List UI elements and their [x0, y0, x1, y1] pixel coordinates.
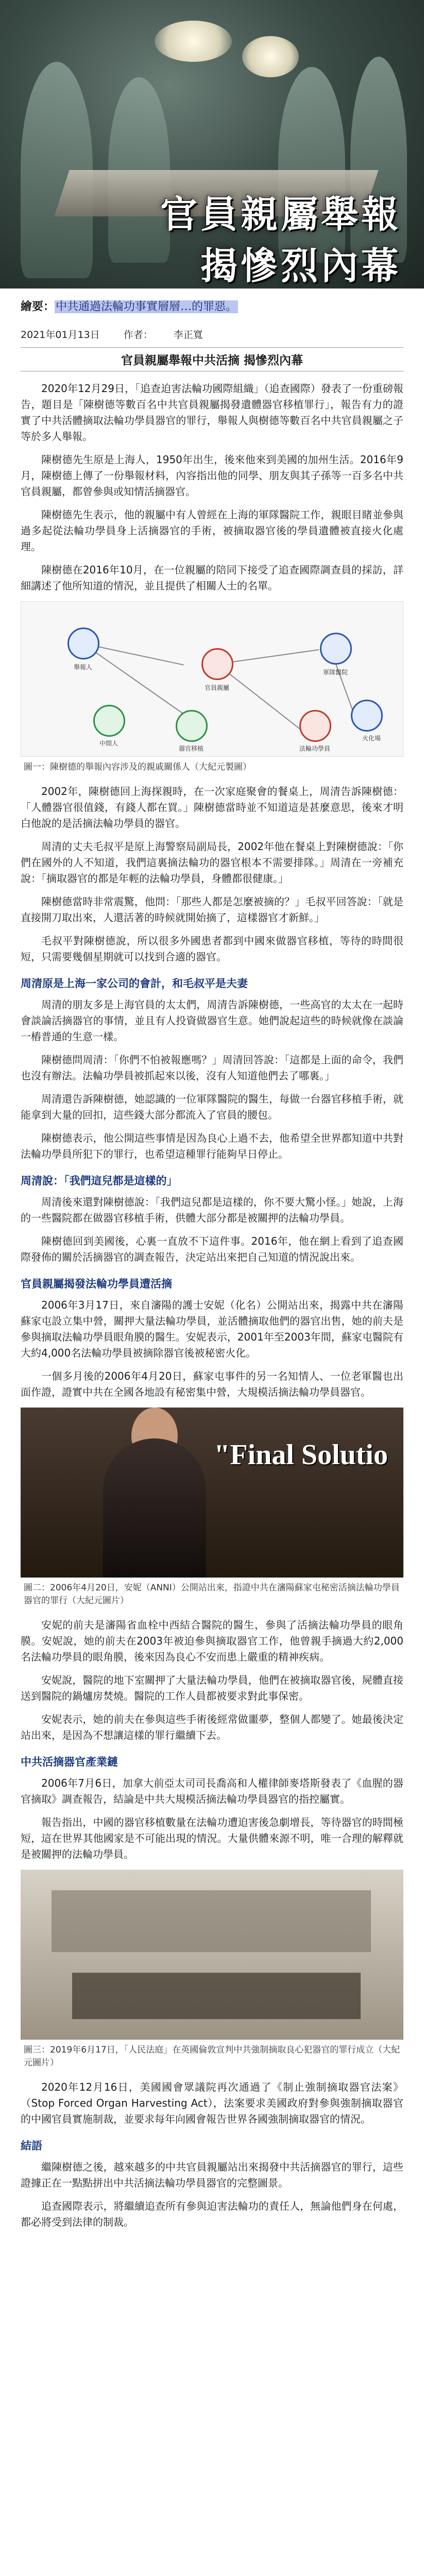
diagram-node — [351, 700, 383, 732]
paragraph: 毛叔平對陳樹德說，所以很多外國患者都到中國來做器官移植，等待的時間很短，只需要幾個星期就可以找到合適的器官。 — [21, 934, 403, 963]
paragraph: 陳樹德當時非常震驚，他問：「那些人都是怎麼被摘的？」毛叔平回答說：「就是直接開刀取出來，人還活著的時候就開始摘了，這樣器官才新鮮。」 — [21, 895, 403, 924]
paragraph: 2002年，陳樹德回上海探親時，在一次家庭聚會的餐桌上，周清告訴陳樹德：「人體器官很值錢，有錢人都在買。」陳樹德當時並不知道這是甚麼意思，後來才明白他說的是活摘法輪功學員的器官。 — [21, 785, 403, 829]
relationship-diagram — [21, 601, 403, 757]
diagram-node — [201, 648, 233, 680]
paragraph: 一個多月後的2006年4月20日，蘇家屯事件的另一名知情人、一位老軍醫也出面作證，證實中共在全國各地設有秘密集中營，大規模活摘法輪功學員器官。 — [21, 1369, 403, 1398]
figure-caption: 圖一：陳樹德的舉報內容涉及的親戚關係人（大紀元製圖） — [24, 762, 251, 773]
paragraph: 周清後來還對陳樹德說：「我們這兒都是這樣的，你不要大驚小怪。」她說，上海的一些醫院都在做器官移植手術，供體大部分都是被關押的法輪功學員。 — [21, 1195, 403, 1224]
diagram-link — [216, 664, 307, 734]
summary — [21, 298, 403, 316]
paragraph: 繼陳樹德之後，越來越多的中共官員親屬站出來揭發中共活摘器官的罪行，這些證據正在一點點拼出中共活摘法輪功學員器官的完整圖景。 — [21, 2160, 403, 2189]
article-body — [0, 289, 424, 2230]
diagram-label: 火化場 — [362, 735, 381, 742]
diagram-label: 軍隊醫院 — [323, 669, 348, 676]
speaker-figure — [103, 1438, 206, 1578]
publish-date: 2021年01月13日 — [21, 329, 100, 341]
press-conference-photo — [21, 1408, 403, 1578]
summary-label: 繪要： — [21, 300, 55, 313]
paragraph: 陳樹德先生原是上海人，1950年出生，後來他來到美國的加州生活。2016年9月，陳樹德上傳了一份舉報材料，內容指出他的同學、朋友與其子孫等一百多名中共官員親屬，都曾參與或知情活摘器官。 — [21, 453, 403, 498]
paragraph: 陳樹德問周清：「你們不怕被報應嗎？」周清回答說：「這都是上面的命令，我們也沒有辦法。法輪功學員被抓起來以後，沒有人知道他們去了哪裏。」 — [21, 1053, 403, 1082]
paragraph: 報告指出，中國的器官移植數量在法輪功遭迫害後急劇增長，等待器官的時間極短，這在世界其他國家是不可能出現的情況。大量供體來源不明，唯一合理的解釋就是被關押的法輪功學員。 — [21, 1816, 403, 1860]
paragraph: 陳樹德在2016年10月，在一位親屬的陪同下接受了追查國際調查員的採訪，詳細講述了他所知道的情況，並且提供了相關人士的名單。 — [21, 564, 403, 592]
paragraph: 安妮說，醫院的地下室關押了大量法輪功學員，他們在被摘取器官後，屍體直接送到醫院的鍋爐房焚燒。醫院的工作人員都被要求對此事保密。 — [21, 1673, 403, 1702]
article-meta — [21, 327, 403, 341]
diagram-node — [176, 710, 208, 742]
section-title: 官員親屬揭發法輪功學員遭活摘 — [21, 1277, 172, 1290]
paragraph: 2020年12月16日，美國國會眾議院再次通過了《制止強制摘取器官法案》（Stop Forced Organ Harvesting Act），法案要求美國政府對參與強制摘取器官的中國官員實施制裁，並要求每年向國會報告世界各國強制摘取器官的情況。 — [21, 2080, 403, 2125]
diagram-node — [93, 705, 125, 737]
hero-title-line2: 揭慘烈內幕 — [200, 244, 401, 287]
paragraph: 周清的丈夫毛叔平是原上海警察局副局長，2002年他在餐桌上對陳樹德說：「你們在國外的人不知道，我們這裏摘法輪功的器官根本不需要排隊。」周清在一旁補充說：「摘取器官的都是年輕的法輪功學員，身體都很健康。」 — [21, 840, 403, 885]
paragraph: 周清還告訴陳樹德，她認識的一位軍隊醫院的醫生，每做一台器官移植手術，就能拿到大量的回扣，這些錢大部分都流入了官員的腰包。 — [21, 1092, 403, 1121]
section-title: 周清原是上海一家公司的會計，和毛叔平是夫妻 — [21, 977, 248, 990]
diagram-node — [320, 633, 352, 665]
diagram-node — [67, 628, 99, 659]
diagram-label: 官員親屬 — [204, 684, 229, 692]
surgical-lamp — [155, 21, 232, 62]
paragraph: 陳樹德回到美國後，心裏一直放不下這件事。2016年，他在網上看到了追查國際發佈的關於活摘器官的調查報告，決定站出來把自己知道的情況說出來。 — [21, 1234, 403, 1263]
diagram-label: 法輪功學員 — [299, 745, 330, 753]
diagram-label: 舉報人 — [73, 664, 92, 671]
paragraph: 陳樹德表示，他公開這些事情是因為良心上過不去，他希望全世界都知道中共對法輪功學員所犯下的罪行，也希望這種罪行能夠早日停止。 — [21, 1131, 403, 1160]
paragraph: 安妮表示，她的前夫在參與這些手術後經常做噩夢，整個人都變了。她最後決定站出來，是因為不想讓這樣的罪行繼續下去。 — [21, 1713, 403, 1741]
hall-audience — [72, 1973, 361, 2019]
diagram-label: 器官移植 — [178, 745, 203, 753]
paragraph: 2006年3月17日，來自瀋陽的護士安妮（化名）公開站出來，揭露中共在瀋陽蘇家屯設立集中營，關押大量法輪功學員，並活體摘取他們的器官出售，她的前夫是參與摘取法輪功學員眼角膜的醫生。安妮表示，2001年至2003年間，蘇家屯醫院有大約4,000名法輪功學員被摘除器官後被秘密火化。 — [21, 1298, 403, 1359]
article-subhead: 官員親屬舉報中共活摘 揭慘烈內幕 — [21, 347, 403, 371]
paragraph: 2006年7月6日，加拿大前亞太司司長喬高和人權律師麥塔斯發表了《血腥的器官摘取》調查報告，結論是中共大規模活摘法輪功學員器官的指控屬實。 — [21, 1776, 403, 1805]
hero-title-line1: 官員親屬舉報 — [160, 193, 401, 236]
section-title: 周清說：「我們這兒都是這樣的」 — [21, 1174, 178, 1187]
diagram-label: 中間人 — [99, 740, 118, 748]
figure-caption: 圖三：2019年6月17日，「人民法庭」在英國倫敦宣判中共強制摘取良心犯器官的罪行成立（大紀元圖片） — [24, 2044, 400, 2069]
author-name: 李正寬 — [173, 329, 203, 341]
section-title: 中共活摘器官產業鏈 — [21, 1755, 118, 1768]
paragraph: 周清的朋友多是上海官員的太太們，周清告訴陳樹德，一些高官的太太在一起時會談論活摘器官的事情，並且有人投資做器官生意。她們說起這些的時候就像在談論一樁普通的生意一樣。 — [21, 998, 403, 1043]
diagram-node — [299, 710, 331, 742]
paragraph: 追查國際表示，將繼續追查所有參與迫害法輪功的責任人，無論他們身在何處，都必將受到法律的制裁。 — [21, 2199, 403, 2228]
surgical-lamp — [242, 36, 299, 77]
paragraph: 陳樹德先生表示，他的親屬中有人曾經在上海的軍隊醫院工作，親眼目睹並參與過多起從法輪功學員身上活摘器官的手術，被摘取器官後的學員遺體被直接火化處理。 — [21, 509, 403, 553]
photo-backdrop-text: "Final Solutio — [214, 1438, 388, 1471]
tribunal-hall-photo — [21, 1870, 403, 2040]
section-title: 結語 — [21, 2139, 42, 2152]
figure-caption: 圖二：2006年4月20日，安妮（ANNI）公開站出來，指證中共在瀋陽蘇家屯秘密活摘法輪功學員器官的罪行（大紀元圖片） — [24, 1582, 400, 1606]
summary-text: 中共通過法輪功事實層層…的罪惡。 — [56, 300, 238, 313]
paragraph: 安妮的前夫是瀋陽省血栓中西結合醫院的醫生，參與了活摘法輪功學員的眼角膜。安妮說，她的前夫在2003年被迫參與摘取器官工作，他曾親手摘過大約2,000名法輪功學員的眼角膜，後來因為良心不安而患上嚴重的精神疾病。 — [21, 1618, 403, 1663]
paragraph: 2020年12月29日，「追查迫害法輪功國際組織」（追查國際）發表了一份重磅報告，題目是「陳樹德等數百名中共官員親屬揭發遺體器官移植罪行」，報告有力的證實了中共活體摘取法輪功學員器官的罪行，舉報人與樹德等數百名中共官員親屬之子等於多人舉報。 — [21, 382, 403, 443]
hall-backdrop — [52, 1890, 371, 1952]
hero-image — [0, 0, 424, 289]
author-label: 作者： — [123, 329, 153, 341]
